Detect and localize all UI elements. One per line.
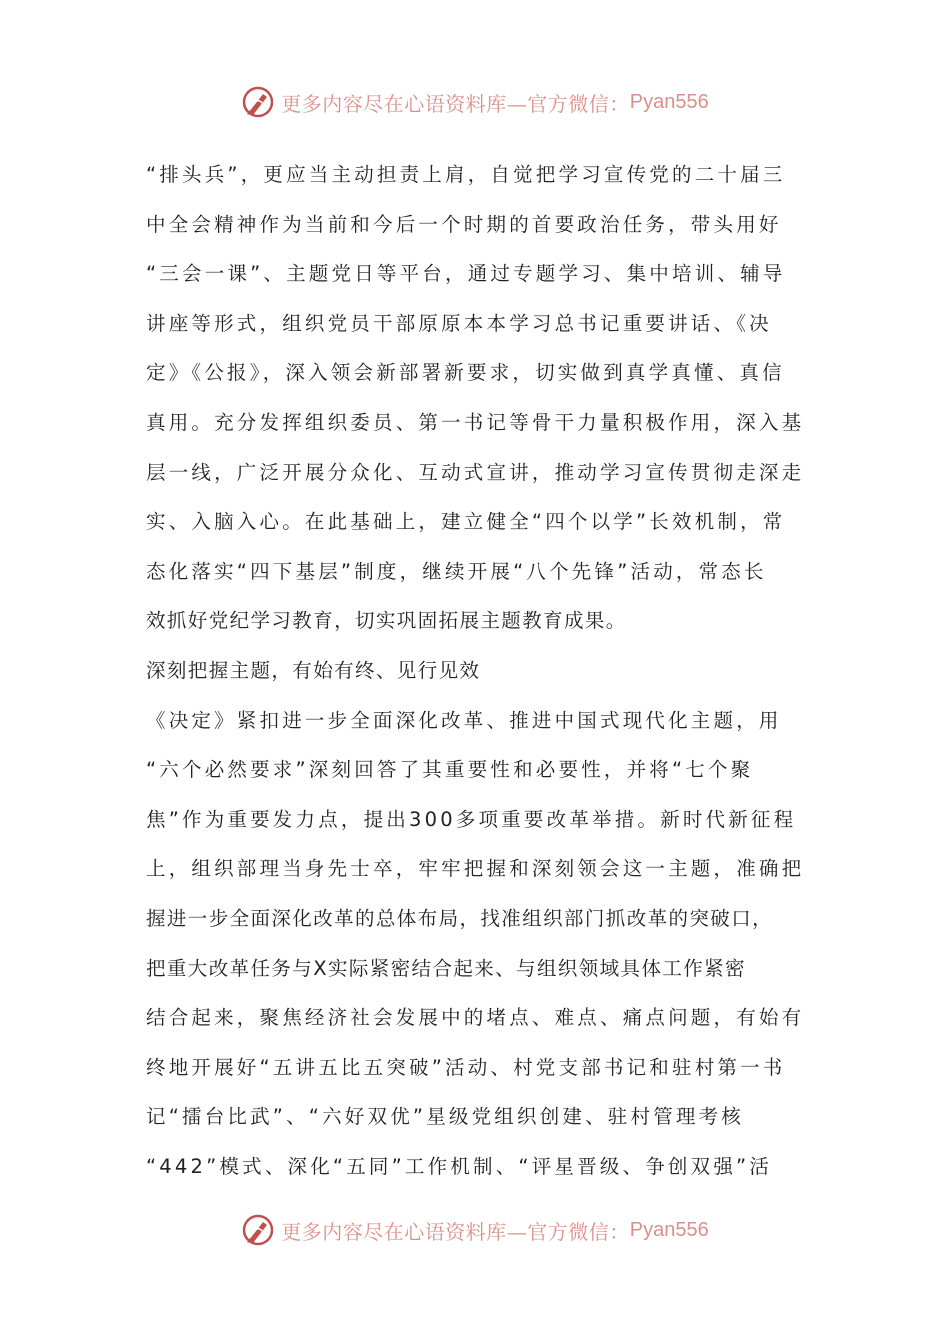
text-line: “排头兵”，更应当主动担责上肩，自觉把学习宣传党的二十届三 — [146, 163, 786, 186]
text-line: 讲座等形式，组织党员干部原原本本学习总书记重要讲话、《决 — [146, 311, 772, 335]
text-line: “三会一课”、主题党日等平台，通过专题学习、集中培训、辅导 — [146, 262, 786, 286]
watermark-id: Pyan556 — [629, 1218, 709, 1241]
section-heading: 深刻把握主题，有始有终、见行见效 — [146, 658, 481, 682]
text-line: 层一线，广泛开展分众化、互动式宣讲，推动学习宣传贯彻走深走 — [146, 460, 805, 484]
text-line: 《决定》紧扣进一步全面深化改革、推进中国式现代化主题，用 — [146, 708, 782, 732]
text-line: “六个必然要求”深刻回答了其重要性和必要性，并将“七个聚 — [146, 758, 754, 782]
text-line: 结合起来，聚焦经济社会发展中的堵点、难点、痛点问题，有始有 — [146, 1006, 805, 1030]
text-line: 上，组织部理当身先士卒，牢牢把握和深刻领会这一主题，准确把 — [146, 857, 805, 881]
text-line: 握进一步全面深化改革的总体布局，找准组织部门抓改革的突破口， — [146, 906, 774, 930]
text-line: 态化落实“四下基层”制度，继续开展“八个先锋”活动，常态长 — [146, 559, 767, 583]
watermark-id: Pyan556 — [629, 90, 709, 113]
header-watermark — [0, 82, 950, 122]
text-line: 实、入脑入心。在此基础上，建立健全“四个以学”长效机制，常 — [146, 510, 786, 534]
footer-watermark — [0, 1210, 950, 1250]
document-body — [146, 150, 816, 1191]
text-line: 把重大改革任务与X实际紧密结合起来、与组织领域具体工作紧密 — [146, 956, 746, 980]
text-line: 焦”作为重要发力点，提出300多项重要改革举措。新时代新征程 — [146, 807, 797, 831]
text-line: 效抓好党纪学习教育，切实巩固拓展主题教育成果。 — [146, 609, 627, 633]
pen-logo-icon — [241, 85, 275, 119]
pen-logo-icon — [241, 1213, 275, 1247]
watermark-text: 更多内容尽在心语资料库—官方微信： — [281, 91, 630, 116]
text-line: 中全会精神作为当前和今后一个时期的首要政治任务，带头用好 — [146, 212, 782, 236]
watermark-text: 更多内容尽在心语资料库—官方微信： — [281, 1219, 630, 1244]
text-line: 真用。充分发挥组织委员、第一书记等骨干力量积极作用，深入基 — [146, 410, 805, 434]
text-line: “442”模式、深化“五同”工作机制、“评星晋级、争创双强”活 — [146, 1154, 773, 1178]
text-line: 终地开展好“五讲五比五突破”活动、村党支部书记和驻村第一书 — [146, 1055, 786, 1079]
text-line: 定》《公报》，深入领会新部署新要求，切实做到真学真懂、真信 — [146, 361, 785, 385]
text-line: 记“擂台比武”、“六好双优”星级党组织创建、驻村管理考核 — [146, 1105, 745, 1129]
